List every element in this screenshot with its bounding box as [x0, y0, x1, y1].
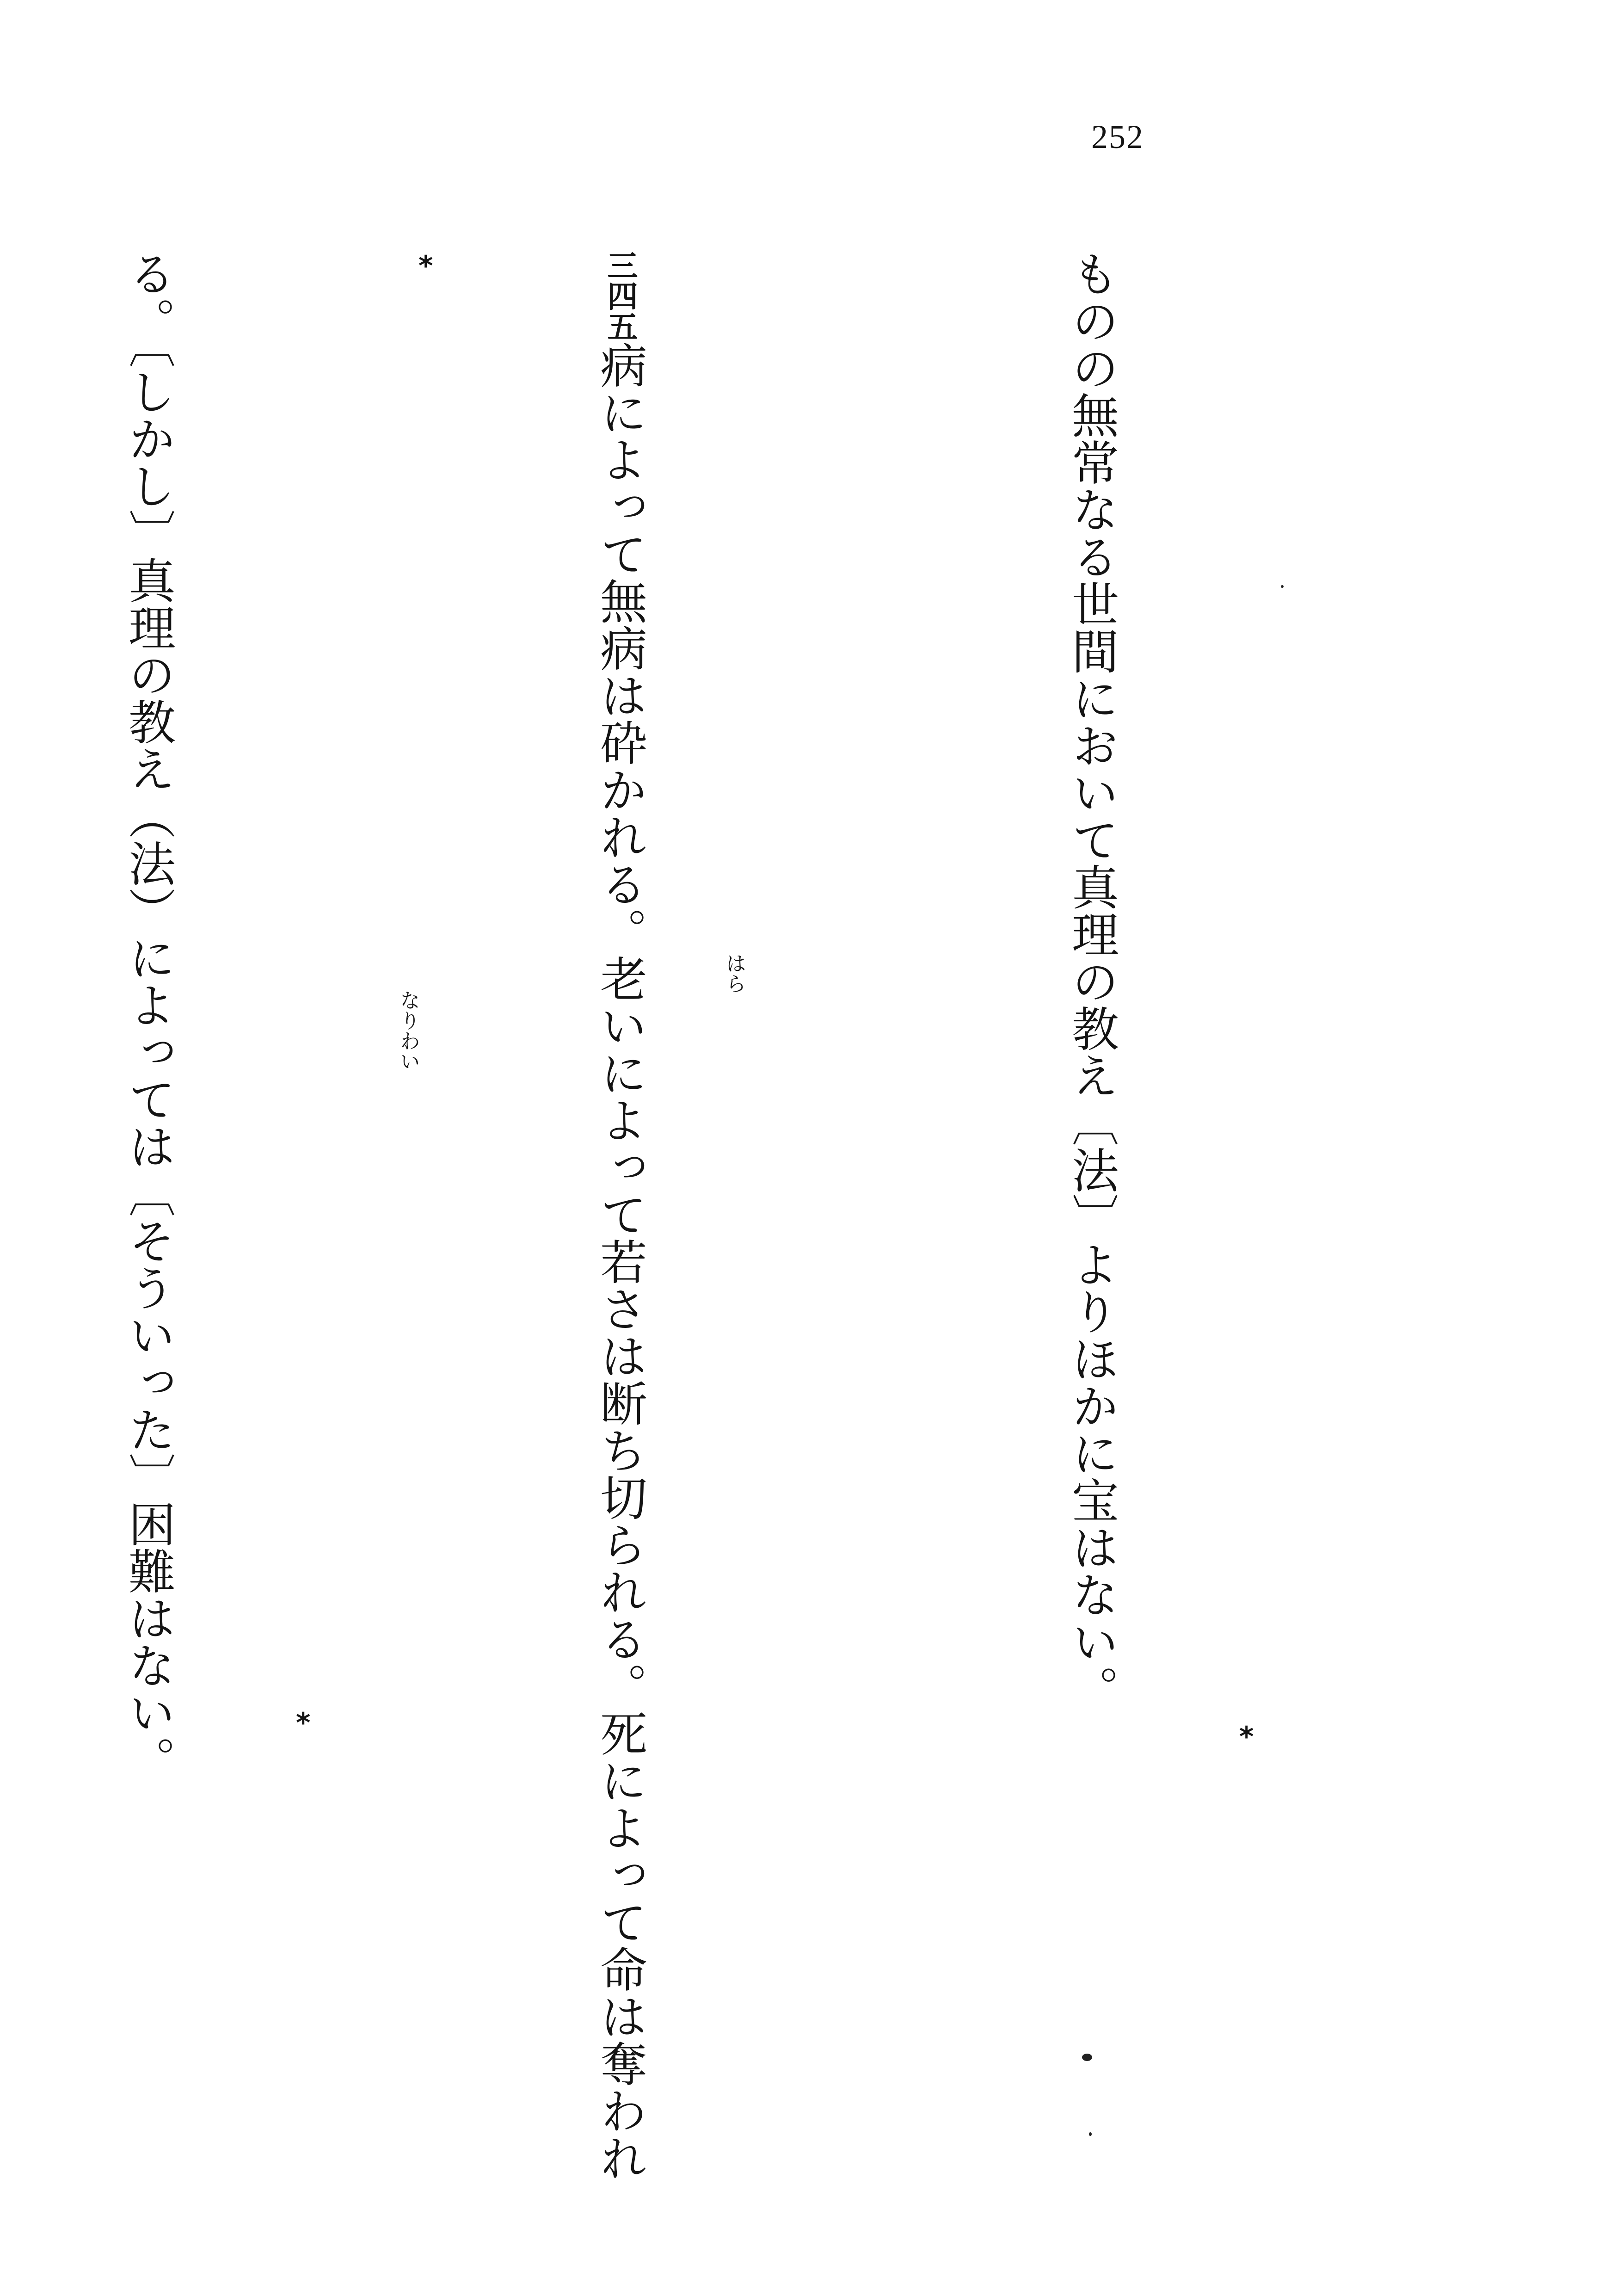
text-line: 三四五病によって無病は砕かれる。老いによって若さは断ち切られる。死によって命は奪われ — [592, 250, 647, 2181]
page-number: 252 — [1091, 118, 1144, 155]
vertical-text-block — [106, 250, 1484, 2181]
note-asterisk: * — [1239, 1721, 1254, 1753]
verse-number: 三四五 — [602, 250, 638, 341]
scan-speck — [1089, 2132, 1092, 2136]
ruby-reading: はら — [722, 953, 746, 994]
scan-speck — [1082, 2054, 1092, 2061]
note-asterisk: * — [296, 1707, 311, 1739]
text-line: る。〔しかし〕真理の教え（法）によっては〔そういった〕困難はない。 — [121, 250, 176, 1783]
note-asterisk: * — [418, 250, 433, 282]
text-line: ものの無常なる世間において真理の教え〔法〕よりほかに宝はない。 — [1064, 250, 1119, 1712]
scan-speck — [1281, 585, 1284, 588]
ruby-reading: なりわい — [396, 990, 420, 1071]
